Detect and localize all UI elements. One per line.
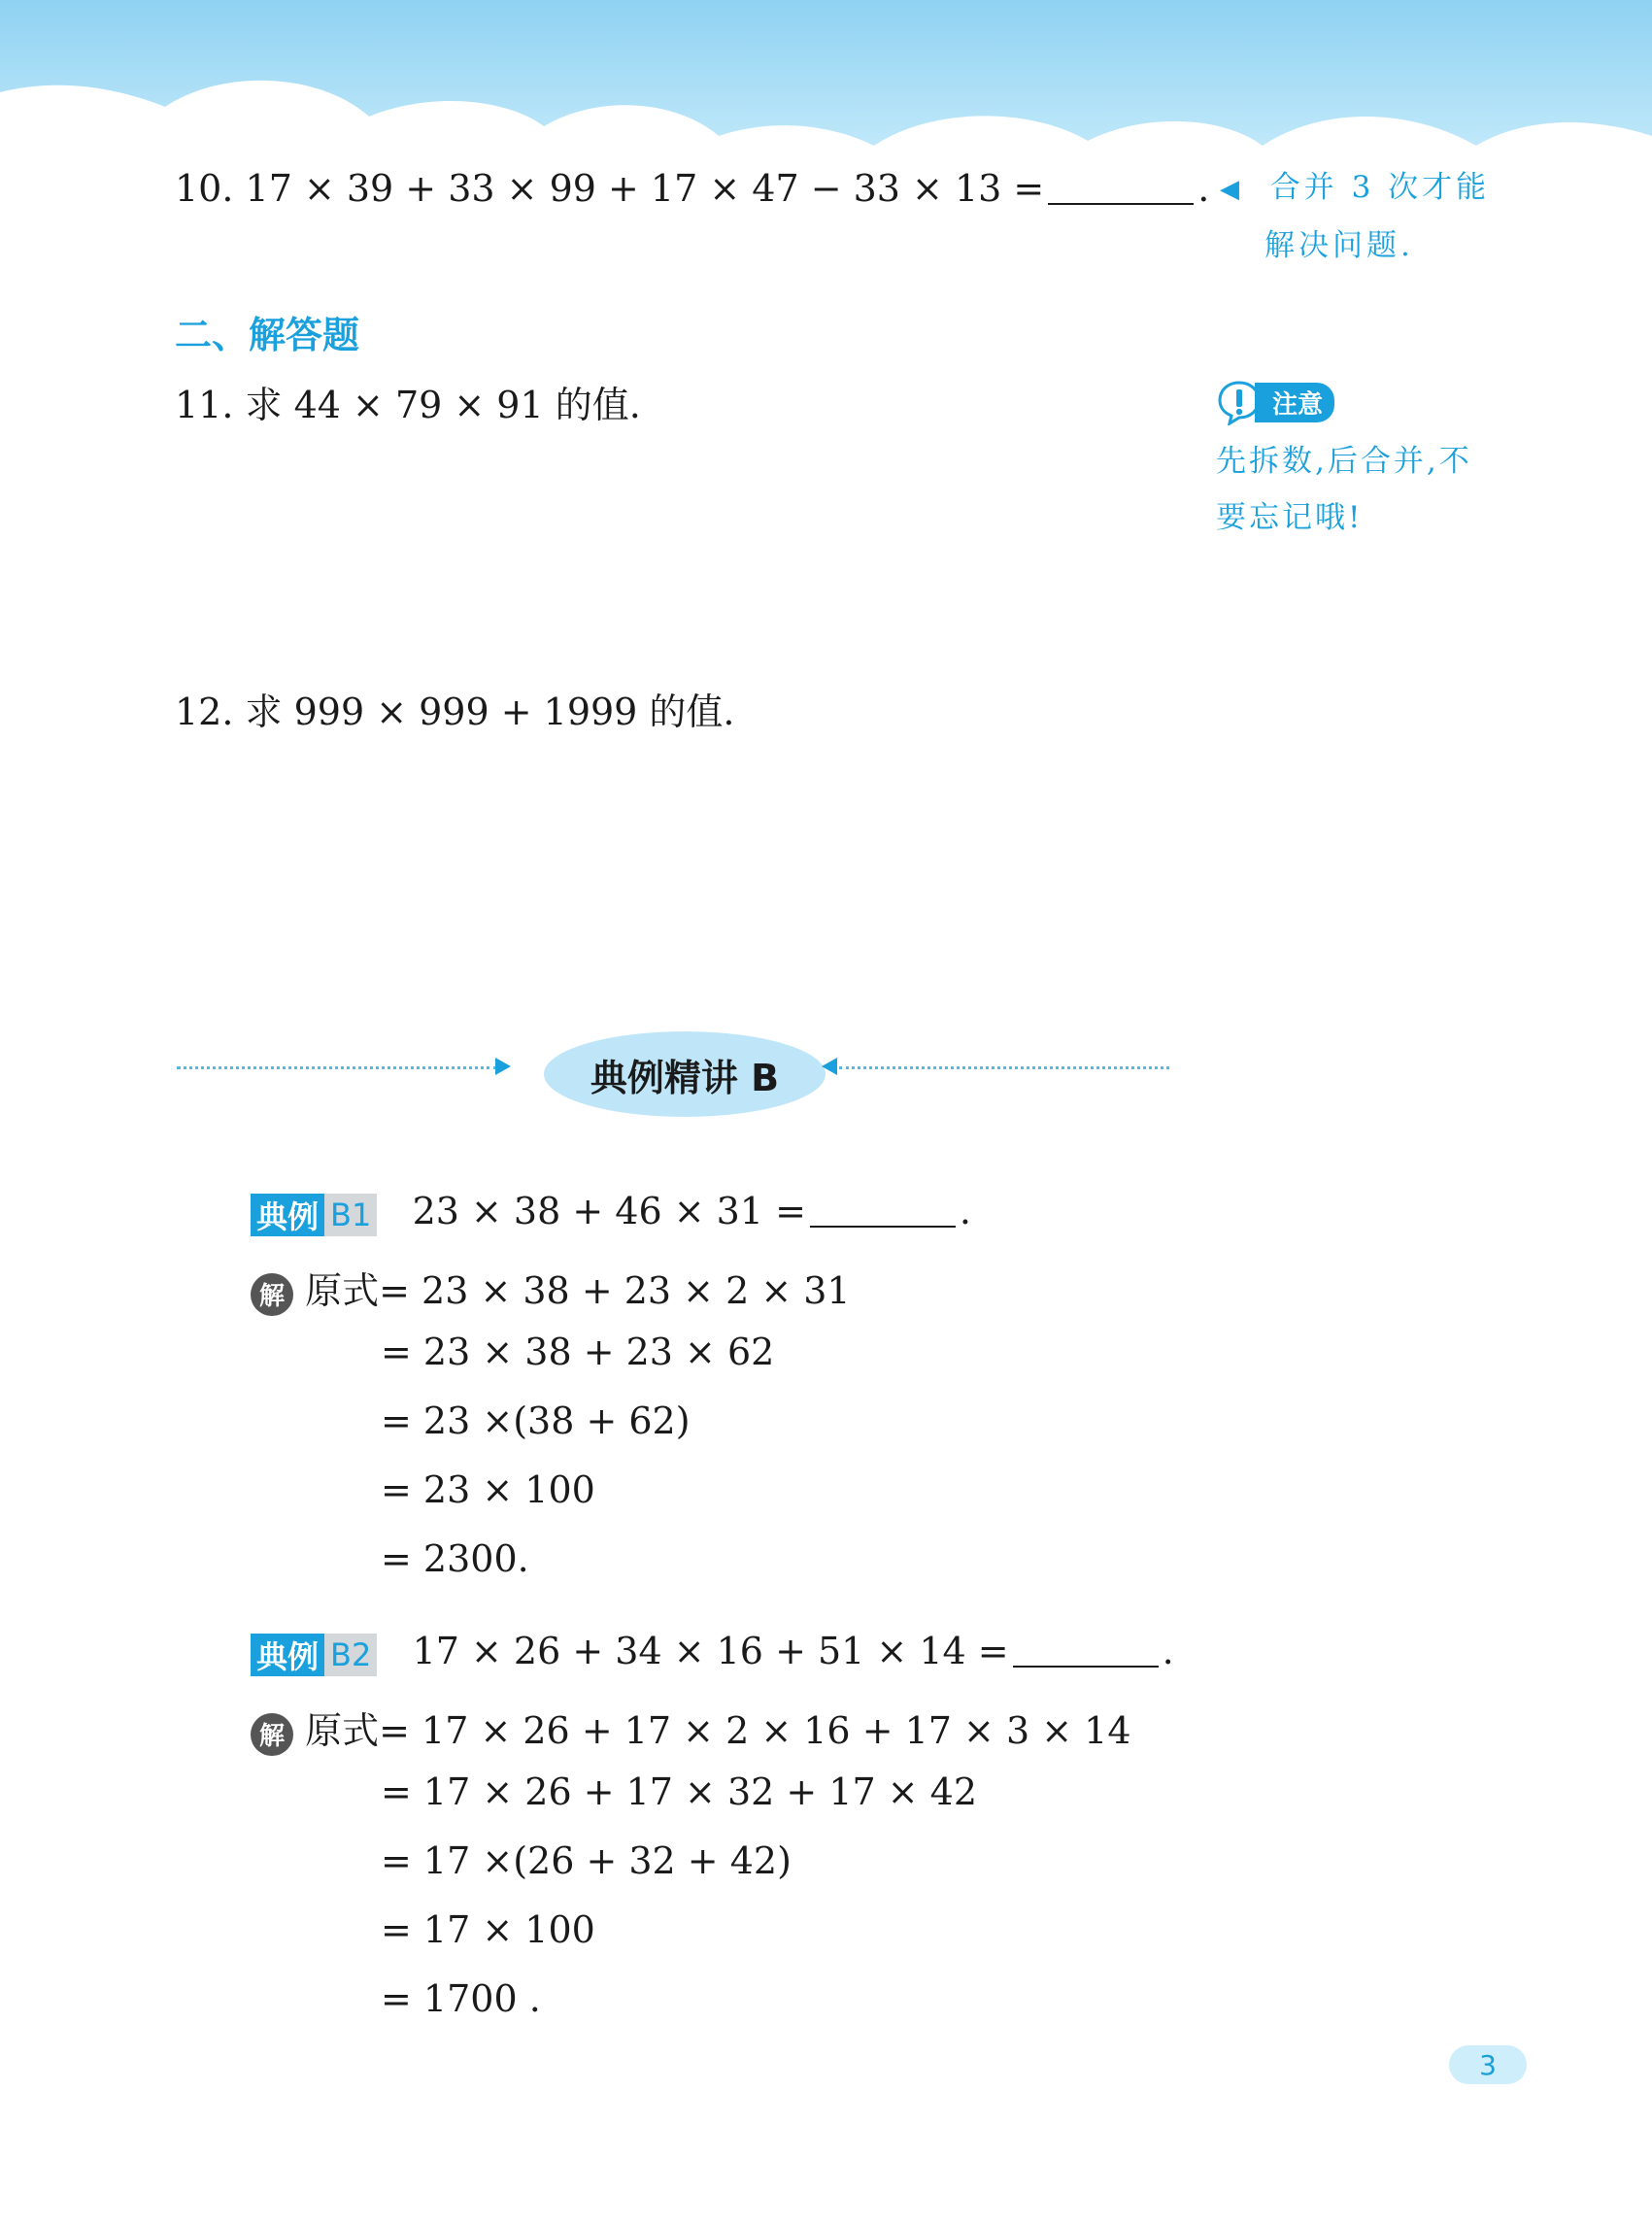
page-number: 3 — [1449, 2045, 1527, 2084]
question-10-text: 10. 17 × 39 + 33 × 99 + 17 × 47 − 33 × 13 = — [175, 167, 1045, 210]
solution-step: = 17 × 26 + 17 × 2 × 16 + 17 × 3 × 14 — [379, 1709, 1131, 1752]
solution-step: = 23 × 38 + 23 × 62 — [381, 1331, 775, 1373]
solution-step: = 23 ×(38 + 62) — [381, 1399, 691, 1442]
cloud-header-decoration — [0, 0, 1652, 175]
answer-blank[interactable] — [1048, 174, 1194, 205]
example-b1-period: . — [959, 1190, 971, 1232]
example-tag-number: B2 — [324, 1634, 377, 1676]
question-11: 11. 求 44 × 79 × 91 的值. — [175, 384, 641, 426]
example-b2-expression: 17 × 26 + 34 × 16 + 51 × 14 = — [412, 1630, 1009, 1672]
example-b2-question — [251, 1630, 1174, 1676]
example-b1-expression: 23 × 38 + 46 × 31 = — [412, 1190, 806, 1232]
solution-step: = 1700 . — [381, 1977, 541, 2020]
solution-step: = 2300. — [381, 1537, 529, 1580]
solution-step: = 17 × 100 — [381, 1908, 595, 1951]
section-title: 二、解答题 — [175, 314, 360, 356]
side-hint — [1220, 159, 1490, 274]
triangle-left-icon: ◀ — [1220, 175, 1243, 204]
example-tag — [251, 1194, 377, 1236]
example-b1-question — [251, 1190, 971, 1236]
solution-step: = 23 × 100 — [381, 1468, 595, 1511]
example-b2-solution-start — [251, 1701, 1131, 1756]
question-10 — [175, 167, 1209, 210]
solution-badge: 解 — [251, 1273, 293, 1316]
arrow-right-icon — [495, 1058, 511, 1075]
solution-step: = 17 × 26 + 17 × 32 + 17 × 42 — [381, 1770, 978, 1813]
solution-prefix: 原式 — [305, 1269, 380, 1312]
example-tag — [251, 1634, 377, 1676]
example-tag-label: 典例 — [251, 1194, 324, 1236]
solution-prefix: 原式 — [305, 1709, 380, 1752]
solution-step: = 17 ×(26 + 32 + 42) — [381, 1839, 792, 1882]
question-10-period: . — [1197, 167, 1210, 210]
divider-right — [839, 1066, 1169, 1069]
example-b2-period: . — [1162, 1630, 1174, 1672]
hint-line-2: 解决问题. — [1264, 228, 1414, 263]
answer-blank[interactable] — [1013, 1636, 1159, 1668]
solution-step: = 23 × 38 + 23 × 2 × 31 — [379, 1269, 851, 1312]
banner-title: 典例精讲 B — [590, 1056, 780, 1099]
example-tag-number: B1 — [324, 1194, 377, 1236]
question-12: 12. 求 999 × 999 + 1999 的值. — [175, 691, 735, 733]
note-line-2: 要忘记哦! — [1216, 500, 1364, 535]
note-line-1: 先拆数,后合并,不 — [1216, 444, 1472, 479]
divider-left — [177, 1066, 497, 1069]
answer-blank[interactable] — [810, 1197, 956, 1228]
section-banner — [544, 1031, 826, 1117]
note-label: 注意 — [1255, 383, 1334, 422]
arrow-left-icon — [822, 1058, 837, 1075]
note-box — [1216, 379, 1472, 546]
example-b1-solution-start — [251, 1261, 851, 1316]
hint-line-1: 合并 3 次才能 — [1269, 170, 1491, 205]
solution-badge: 解 — [251, 1713, 293, 1756]
example-tag-label: 典例 — [251, 1634, 324, 1676]
